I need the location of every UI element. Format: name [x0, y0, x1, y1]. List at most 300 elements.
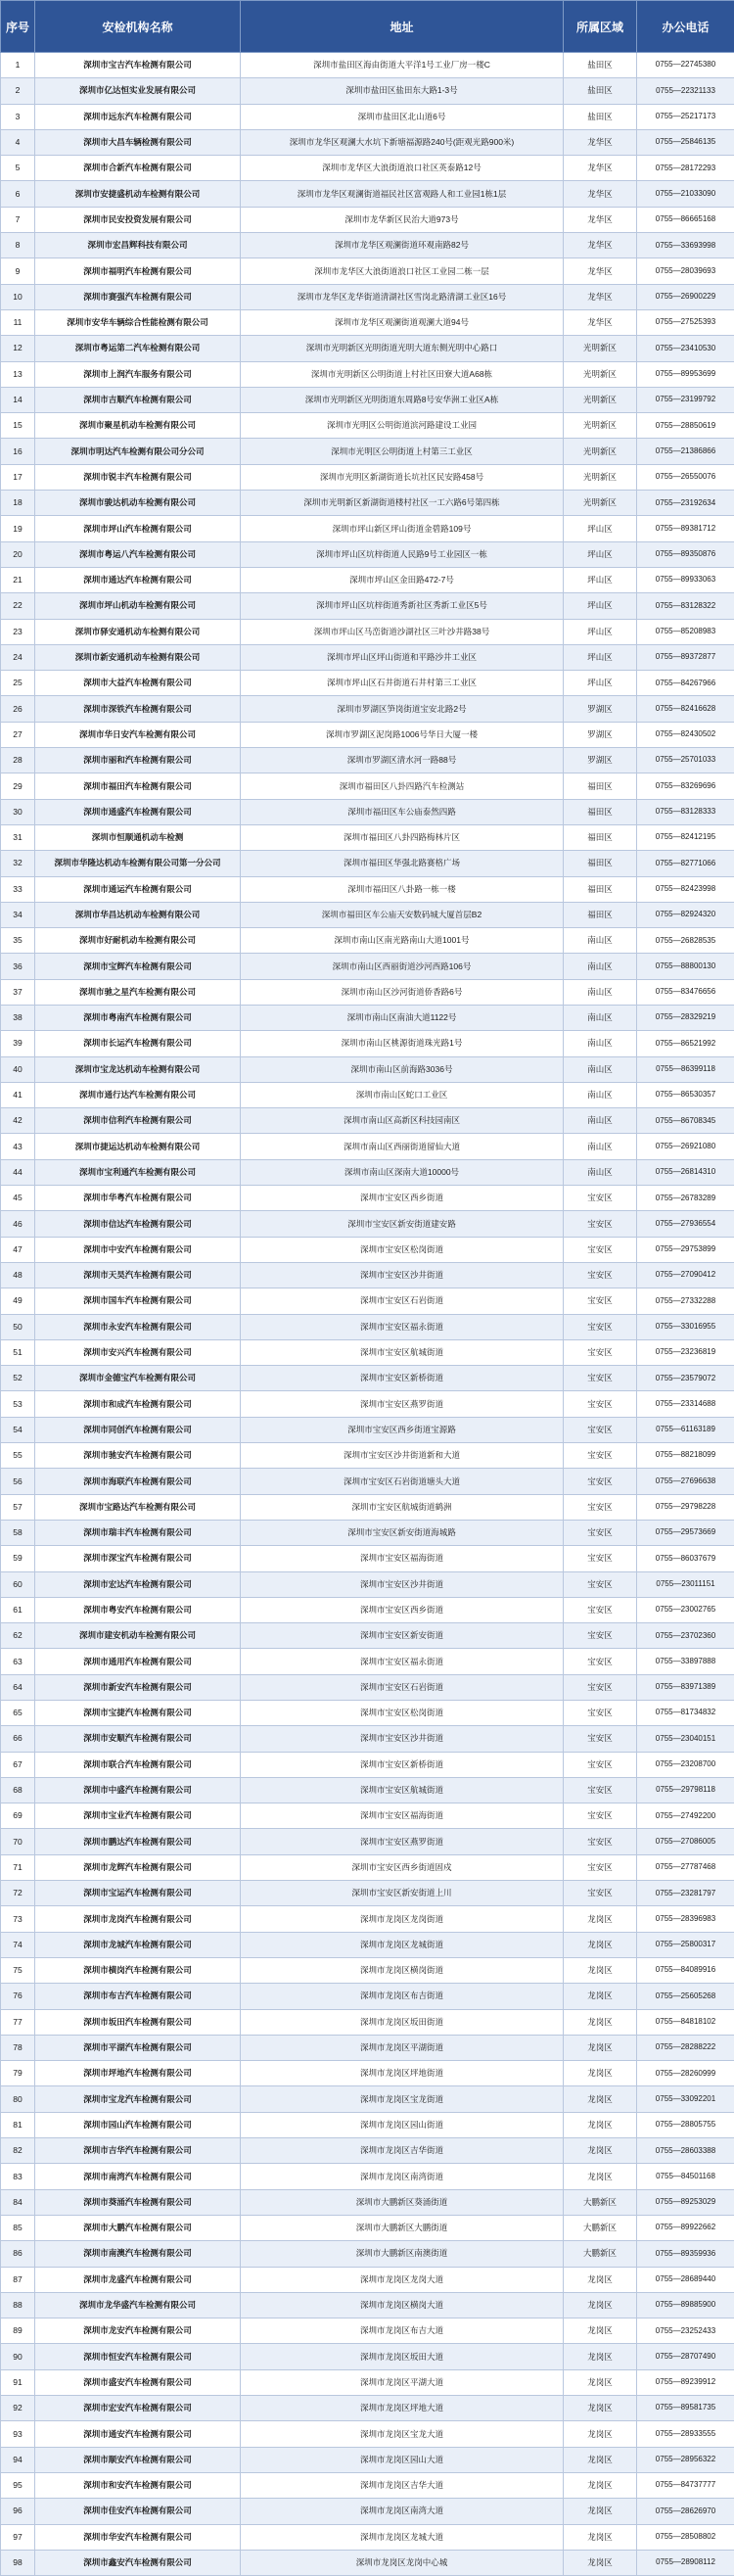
row-index: 62 [1, 1623, 35, 1649]
station-district: 光明新区 [564, 413, 637, 439]
station-district: 龙岗区 [564, 2138, 637, 2164]
station-district: 宝安区 [564, 1674, 637, 1700]
station-district: 龙华区 [564, 233, 637, 258]
station-name: 深圳市宝利通汽车检测有限公司 [35, 1159, 241, 1185]
station-district: 罗湖区 [564, 696, 637, 722]
station-district: 宝安区 [564, 1701, 637, 1726]
station-name: 深圳市中安汽车检测有限公司 [35, 1237, 241, 1262]
table-row [1, 1211, 734, 1237]
table-row [1, 284, 734, 309]
station-address: 深圳市龙岗区布吉街道 [241, 1984, 564, 2009]
table-row [1, 2189, 734, 2215]
station-district: 龙岗区 [564, 2524, 637, 2550]
station-address: 深圳市宝安区沙井街道 [241, 1262, 564, 1288]
station-phone: 0755—88800130 [637, 954, 734, 979]
station-district: 福田区 [564, 876, 637, 902]
station-phone: 0755—33693998 [637, 233, 734, 258]
station-phone: 0755—29798228 [637, 1494, 734, 1520]
station-district: 龙岗区 [564, 1906, 637, 1932]
station-address: 深圳市宝安区新安街道建安路 [241, 1211, 564, 1237]
table-row [1, 722, 734, 747]
station-name: 深圳市建安机动车检测有限公司 [35, 1623, 241, 1649]
station-district: 龙岗区 [564, 2344, 637, 2369]
row-index: 2 [1, 78, 35, 104]
table-row [1, 2292, 734, 2318]
table-row [1, 129, 734, 155]
station-district: 宝安区 [564, 1623, 637, 1649]
station-name: 深圳市深铁汽车检测有限公司 [35, 696, 241, 722]
station-district: 宝安区 [564, 1417, 637, 1442]
station-name: 深圳市坂田汽车检测有限公司 [35, 2009, 241, 2035]
station-district: 龙华区 [564, 181, 637, 207]
station-phone: 0755—23040151 [637, 1726, 734, 1752]
table-row [1, 1443, 734, 1469]
station-address: 深圳市龙华区龙华街道清湖社区雪岗北路清湖工业区16号 [241, 284, 564, 309]
table-row [1, 2447, 734, 2472]
station-district: 龙岗区 [564, 2267, 637, 2292]
station-name: 深圳市粤南汽车检测有限公司 [35, 1005, 241, 1030]
station-phone: 0755—27086005 [637, 1829, 734, 1854]
station-address: 深圳市龙岗区坪地大道 [241, 2396, 564, 2421]
row-index: 84 [1, 2189, 35, 2215]
station-address: 深圳市龙岗区园山大道 [241, 2447, 564, 2472]
station-address: 深圳市南山区南油大道1122号 [241, 1005, 564, 1030]
station-address: 深圳市宝安区沙井街道 [241, 1571, 564, 1597]
station-district: 龙华区 [564, 129, 637, 155]
table-row [1, 2009, 734, 2035]
station-phone: 0755—23314688 [637, 1391, 734, 1417]
station-address: 深圳市龙岗区平湖大道 [241, 2369, 564, 2395]
station-district: 龙岗区 [564, 2164, 637, 2189]
station-district: 南山区 [564, 954, 637, 979]
station-phone: 0755—82771066 [637, 851, 734, 876]
row-index: 8 [1, 233, 35, 258]
station-address: 深圳市宝安区西乡街道固戍 [241, 1854, 564, 1880]
station-phone: 0755—84737777 [637, 2472, 734, 2498]
station-district: 龙华区 [564, 156, 637, 181]
station-phone: 0755—21386866 [637, 439, 734, 464]
table-row [1, 1134, 734, 1159]
station-address: 深圳市宝安区新桥街道 [241, 1366, 564, 1391]
table-row [1, 1288, 734, 1314]
station-phone: 0755—26828535 [637, 928, 734, 954]
station-district: 宝安区 [564, 1494, 637, 1520]
station-name: 深圳市盛安汽车检测有限公司 [35, 2369, 241, 2395]
station-district: 宝安区 [564, 1443, 637, 1469]
station-name: 深圳市宝龙达机动车检测有限公司 [35, 1056, 241, 1082]
table-row [1, 516, 734, 541]
station-address: 深圳市坪山区马峦街道沙湖社区三叶沙井路38号 [241, 619, 564, 644]
station-phone: 0755—88218099 [637, 1443, 734, 1469]
station-address: 深圳市罗湖区泥岗路1006号华日大厦一楼 [241, 722, 564, 747]
station-address: 深圳市龙岗区坂田街道 [241, 2009, 564, 2035]
station-name: 深圳市永安汽车检测有限公司 [35, 1314, 241, 1339]
station-address: 深圳市宝安区西乡街道 [241, 1186, 564, 1211]
station-phone: 0755—27492200 [637, 1803, 734, 1829]
station-address: 深圳市坪山区坪山街道和平路沙井工业区 [241, 644, 564, 670]
station-name: 深圳市同创汽车检测有限公司 [35, 1417, 241, 1442]
station-address: 深圳市盐田区海由街道大平洋1号工业厂房一楼C [241, 53, 564, 78]
row-index: 72 [1, 1881, 35, 1906]
station-district: 宝安区 [564, 1391, 637, 1417]
station-name: 深圳市布吉汽车检测有限公司 [35, 1984, 241, 2009]
station-address: 深圳市宝安区福永街道 [241, 1649, 564, 1674]
row-index: 11 [1, 309, 35, 335]
station-name: 深圳市龙城汽车检测有限公司 [35, 1932, 241, 1957]
station-address: 深圳市罗湖区笋岗街道宝安北路2号 [241, 696, 564, 722]
station-phone: 0755—86665168 [637, 207, 734, 232]
station-name: 深圳市和成汽车检测有限公司 [35, 1391, 241, 1417]
table-row [1, 2215, 734, 2240]
row-index: 59 [1, 1546, 35, 1571]
row-index: 73 [1, 1906, 35, 1932]
row-index: 26 [1, 696, 35, 722]
row-index: 19 [1, 516, 35, 541]
station-phone: 0755—83128322 [637, 593, 734, 619]
station-phone: 0755—25217173 [637, 104, 734, 129]
station-phone: 0755—28603388 [637, 2138, 734, 2164]
table-row [1, 619, 734, 644]
station-name: 深圳市通达汽车检测有限公司 [35, 567, 241, 592]
station-name: 深圳市通运汽车检测有限公司 [35, 876, 241, 902]
table-row [1, 1803, 734, 1829]
station-district: 罗湖区 [564, 722, 637, 747]
station-address: 深圳市宝安区松岗街道 [241, 1701, 564, 1726]
station-district: 大鹏新区 [564, 2189, 637, 2215]
row-index: 50 [1, 1314, 35, 1339]
station-address: 深圳市宝安区新安街道 [241, 1623, 564, 1649]
table-row [1, 2318, 734, 2344]
station-name: 深圳市华粤汽车检测有限公司 [35, 1186, 241, 1211]
station-address: 深圳市盐田区盐田东大路1-3号 [241, 78, 564, 104]
station-district: 福田区 [564, 902, 637, 927]
row-index: 32 [1, 851, 35, 876]
table-row [1, 1366, 734, 1391]
row-index: 23 [1, 619, 35, 644]
row-index: 79 [1, 2061, 35, 2086]
station-name: 深圳市海联汽车检测有限公司 [35, 1469, 241, 1494]
table-row [1, 491, 734, 516]
station-address: 深圳市宝安区新桥街道 [241, 1752, 564, 1777]
station-phone: 0755—28172293 [637, 156, 734, 181]
row-index: 83 [1, 2164, 35, 2189]
table-row [1, 748, 734, 773]
station-phone: 0755—27090412 [637, 1262, 734, 1288]
row-index: 9 [1, 258, 35, 284]
table-row [1, 233, 734, 258]
station-phone: 0755—28933555 [637, 2421, 734, 2447]
station-name: 深圳市顺安汽车检测有限公司 [35, 2447, 241, 2472]
station-name: 深圳市坪地汽车检测有限公司 [35, 2061, 241, 2086]
station-name: 深圳市信利汽车检测有限公司 [35, 1108, 241, 1134]
row-index: 55 [1, 1443, 35, 1469]
station-district: 宝安区 [564, 1262, 637, 1288]
station-phone: 0755—89381712 [637, 516, 734, 541]
station-name: 深圳市亿达恒实业发展有限公司 [35, 78, 241, 104]
station-district: 宝安区 [564, 1854, 637, 1880]
header-index: 序号 [1, 1, 35, 53]
station-district: 南山区 [564, 1031, 637, 1056]
row-index: 20 [1, 541, 35, 567]
table-row [1, 2061, 734, 2086]
station-phone: 0755—82412195 [637, 824, 734, 850]
station-name: 深圳市通行达汽车检测有限公司 [35, 1082, 241, 1107]
station-phone: 0755—82430502 [637, 722, 734, 747]
station-phone: 0755—26550076 [637, 464, 734, 490]
row-index: 87 [1, 2267, 35, 2292]
station-address: 深圳市宝安区航城街道鹤洲 [241, 1494, 564, 1520]
station-district: 光明新区 [564, 439, 637, 464]
station-name: 深圳市民安投资发展有限公司 [35, 207, 241, 232]
station-address: 深圳市宝安区松岗街道 [241, 1237, 564, 1262]
table-row [1, 671, 734, 696]
table-row [1, 336, 734, 361]
station-phone: 0755—33092201 [637, 2086, 734, 2112]
station-phone: 0755—25605268 [637, 1984, 734, 2009]
station-address: 深圳市宝安区西乡街道 [241, 1597, 564, 1622]
station-address: 深圳市龙华区观澜街道福民社区富观路人和工业园1栋1层 [241, 181, 564, 207]
table-row [1, 1854, 734, 1880]
table-header-row [1, 1, 734, 53]
station-phone: 0755—28626970 [637, 2499, 734, 2524]
station-phone: 0755—89581735 [637, 2396, 734, 2421]
station-address: 深圳市南山区沙河街道侨香路6号 [241, 979, 564, 1005]
row-index: 56 [1, 1469, 35, 1494]
station-district: 龙岗区 [564, 1932, 637, 1957]
station-name: 深圳市通盛汽车检测有限公司 [35, 799, 241, 824]
station-district: 福田区 [564, 773, 637, 799]
station-name: 深圳市南澳汽车检测有限公司 [35, 2241, 241, 2267]
station-name: 深圳市宏达汽车检测有限公司 [35, 1571, 241, 1597]
station-address: 深圳市龙岗区横岗大道 [241, 2292, 564, 2318]
row-index: 71 [1, 1854, 35, 1880]
station-name: 深圳市龙盛汽车检测有限公司 [35, 2267, 241, 2292]
row-index: 46 [1, 1211, 35, 1237]
station-name: 深圳市驿安通机动车检测有限公司 [35, 619, 241, 644]
table-row [1, 464, 734, 490]
station-district: 福田区 [564, 824, 637, 850]
row-index: 51 [1, 1339, 35, 1365]
station-address: 深圳市光明区公明街道滨河路建设工业园 [241, 413, 564, 439]
station-phone: 0755—25800317 [637, 1932, 734, 1957]
station-phone: 0755—82416628 [637, 696, 734, 722]
station-phone: 0755—23002765 [637, 1597, 734, 1622]
station-name: 深圳市丽和汽车检测有限公司 [35, 748, 241, 773]
station-name: 深圳市金德宝汽车检测有限公司 [35, 1366, 241, 1391]
table-row [1, 2524, 734, 2550]
station-phone: 0755—83269696 [637, 773, 734, 799]
station-district: 龙岗区 [564, 2086, 637, 2112]
station-district: 龙岗区 [564, 2318, 637, 2344]
row-index: 16 [1, 439, 35, 464]
row-index: 34 [1, 902, 35, 927]
row-index: 36 [1, 954, 35, 979]
table-row [1, 1701, 734, 1726]
row-index: 97 [1, 2524, 35, 2550]
row-index: 10 [1, 284, 35, 309]
header-address: 地址 [241, 1, 564, 53]
station-district: 龙岗区 [564, 2550, 637, 2575]
table-row [1, 53, 734, 78]
station-name: 深圳市天昊汽车检测有限公司 [35, 1262, 241, 1288]
station-phone: 0755—89239912 [637, 2369, 734, 2395]
row-index: 98 [1, 2550, 35, 2575]
table-row [1, 1881, 734, 1906]
station-phone: 0755—86521992 [637, 1031, 734, 1056]
station-phone: 0755—28288222 [637, 2035, 734, 2060]
station-district: 盐田区 [564, 78, 637, 104]
table-row [1, 1186, 734, 1211]
station-name: 深圳市通安汽车检测有限公司 [35, 2421, 241, 2447]
station-phone: 0755—26783289 [637, 1186, 734, 1211]
station-address: 深圳市龙华新区民治大道973号 [241, 207, 564, 232]
station-name: 深圳市华昌达机动车检测有限公司 [35, 902, 241, 927]
station-district: 龙岗区 [564, 2396, 637, 2421]
station-name: 深圳市信达汽车检测有限公司 [35, 1211, 241, 1237]
station-address: 深圳市光明新区公明街道上村社区田寮大道A68栋 [241, 361, 564, 387]
station-address: 深圳市宝安区燕罗街道 [241, 1391, 564, 1417]
table-row [1, 1752, 734, 1777]
station-district: 坪山区 [564, 593, 637, 619]
table-row [1, 1005, 734, 1030]
row-index: 65 [1, 1701, 35, 1726]
table-row [1, 207, 734, 232]
station-district: 光明新区 [564, 336, 637, 361]
table-row [1, 387, 734, 412]
station-address: 深圳市宝安区石岩街道塘头大道 [241, 1469, 564, 1494]
station-phone: 0755—29798118 [637, 1777, 734, 1803]
station-address: 深圳市宝安区沙井街道新和大道 [241, 1443, 564, 1469]
station-name: 深圳市捷运达机动车检测有限公司 [35, 1134, 241, 1159]
station-phone: 0755—28508802 [637, 2524, 734, 2550]
station-name: 深圳市长运汽车检测有限公司 [35, 1031, 241, 1056]
station-name: 深圳市葵涌汽车检测有限公司 [35, 2189, 241, 2215]
table-row [1, 1262, 734, 1288]
station-phone: 0755—25701033 [637, 748, 734, 773]
table-row [1, 361, 734, 387]
table-row [1, 2241, 734, 2267]
table-row [1, 567, 734, 592]
table-row [1, 1957, 734, 1983]
row-index: 29 [1, 773, 35, 799]
station-address: 深圳市福田区八卦四路汽车检测站 [241, 773, 564, 799]
station-district: 宝安区 [564, 1288, 637, 1314]
station-district: 宝安区 [564, 1469, 637, 1494]
station-address: 深圳市坪山新区坪山街道金碧路109号 [241, 516, 564, 541]
station-district: 宝安区 [564, 1314, 637, 1339]
station-phone: 0755—89359936 [637, 2241, 734, 2267]
station-phone: 0755—23702360 [637, 1623, 734, 1649]
station-address: 深圳市光明区新湖街道长坑社区民安路458号 [241, 464, 564, 490]
station-phone: 0755—82423998 [637, 876, 734, 902]
station-phone: 0755—84501168 [637, 2164, 734, 2189]
station-district: 盐田区 [564, 104, 637, 129]
station-name: 深圳市远东汽车检测有限公司 [35, 104, 241, 129]
station-address: 深圳市龙岗区横岗街道 [241, 1957, 564, 1983]
station-district: 宝安区 [564, 1881, 637, 1906]
station-address: 深圳市光明新区光明街道东周路8号安华洲工业区A栋 [241, 387, 564, 412]
header-district: 所属区域 [564, 1, 637, 53]
station-phone: 0755—86530357 [637, 1082, 734, 1107]
row-index: 44 [1, 1159, 35, 1185]
table-row [1, 1777, 734, 1803]
station-phone: 0755—28850619 [637, 413, 734, 439]
station-address: 深圳市福田区车公庙泰然四路 [241, 799, 564, 824]
station-phone: 0755—23011151 [637, 1571, 734, 1597]
station-phone: 0755—23281797 [637, 1881, 734, 1906]
table-row [1, 1984, 734, 2009]
table-row [1, 979, 734, 1005]
station-district: 南山区 [564, 1159, 637, 1185]
station-name: 深圳市和安汽车检测有限公司 [35, 2472, 241, 2498]
station-address: 深圳市宝安区航城街道 [241, 1339, 564, 1365]
station-name: 深圳市华日安汽车检测有限公司 [35, 722, 241, 747]
row-index: 22 [1, 593, 35, 619]
row-index: 47 [1, 1237, 35, 1262]
row-index: 68 [1, 1777, 35, 1803]
station-address: 深圳市南山区蛇口工业区 [241, 1082, 564, 1107]
table-row [1, 1056, 734, 1082]
station-address: 深圳市福田区八卦路一栋一楼 [241, 876, 564, 902]
station-district: 龙华区 [564, 284, 637, 309]
table-row [1, 824, 734, 850]
station-district: 宝安区 [564, 1803, 637, 1829]
station-district: 龙岗区 [564, 2369, 637, 2395]
station-name: 深圳市安顺汽车检测有限公司 [35, 1726, 241, 1752]
station-district: 龙岗区 [564, 2472, 637, 2498]
row-index: 70 [1, 1829, 35, 1854]
station-district: 南山区 [564, 1082, 637, 1107]
station-district: 南山区 [564, 1005, 637, 1030]
station-phone: 0755—22321133 [637, 78, 734, 104]
station-address: 深圳市宝安区福永街道 [241, 1314, 564, 1339]
table-row [1, 2035, 734, 2060]
station-phone: 0755—27696638 [637, 1469, 734, 1494]
row-index: 78 [1, 2035, 35, 2060]
row-index: 60 [1, 1571, 35, 1597]
header-phone: 办公电话 [637, 1, 734, 53]
table-row [1, 439, 734, 464]
station-district: 龙华区 [564, 309, 637, 335]
row-index: 21 [1, 567, 35, 592]
station-district: 龙华区 [564, 258, 637, 284]
table-row [1, 2472, 734, 2498]
row-index: 14 [1, 387, 35, 412]
station-district: 福田区 [564, 851, 637, 876]
station-name: 深圳市安捷盛机动车检测有限公司 [35, 181, 241, 207]
station-phone: 0755—26814310 [637, 1159, 734, 1185]
row-index: 35 [1, 928, 35, 954]
station-phone: 0755—84818102 [637, 2009, 734, 2035]
station-address: 深圳市龙岗区宝龙街道 [241, 2086, 564, 2112]
table-row [1, 2112, 734, 2137]
station-phone: 0755—83971389 [637, 1674, 734, 1700]
table-row [1, 1314, 734, 1339]
row-index: 25 [1, 671, 35, 696]
station-name: 深圳市宝辉汽车检测有限公司 [35, 954, 241, 979]
row-index: 4 [1, 129, 35, 155]
station-address: 深圳市福田区车公庙天安数码城大厦首层B2 [241, 902, 564, 927]
table-row [1, 1571, 734, 1597]
table-row [1, 1082, 734, 1107]
station-phone: 0755—28908112 [637, 2550, 734, 2575]
station-district: 宝安区 [564, 1649, 637, 1674]
station-name: 深圳市联合汽车检测有限公司 [35, 1752, 241, 1777]
station-district: 龙岗区 [564, 2112, 637, 2137]
station-name: 深圳市宏昌辉科技有限公司 [35, 233, 241, 258]
station-phone: 0755—27332288 [637, 1288, 734, 1314]
station-name: 深圳市宝业汽车检测有限公司 [35, 1803, 241, 1829]
